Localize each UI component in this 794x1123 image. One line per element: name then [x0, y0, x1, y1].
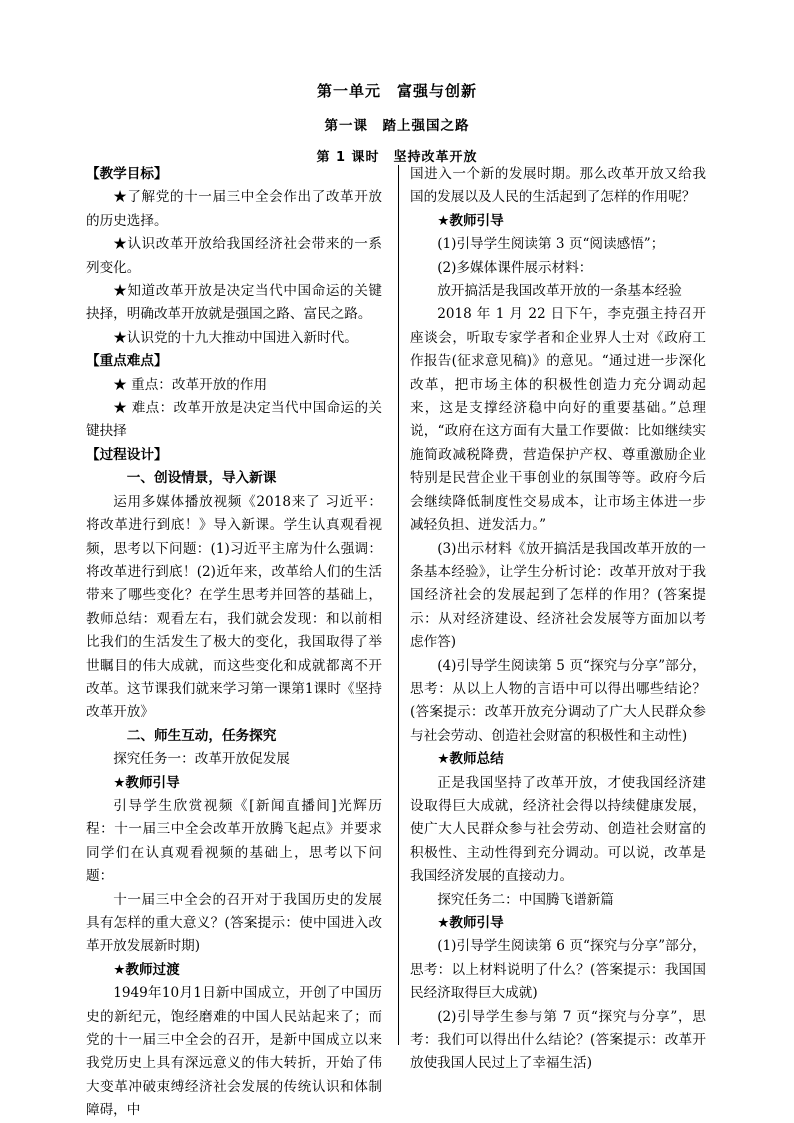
paragraph: (4)引导学生阅读第 5 页“探究与分享”部分，思考：从以上人物的言语中可以得出哪些结论？(答案提示：改革开放充分调动了广大人民群众参与社会劳动、创造社会财富的积极性和主动性)	[410, 657, 706, 744]
paragraph: 国进入一个新的发展时期。那么改革开放又给我国的发展以及人民的生活起到了怎样的作用呢？	[410, 166, 706, 206]
paragraph: ★ 难点：改革开放是决定当代中国命运的关键抉择	[86, 400, 382, 440]
paragraph: (1)引导学生阅读第 3 页“阅读感悟”；	[437, 236, 665, 253]
paragraph: ★认识党的十九大推动中国进入新时代。	[113, 329, 358, 346]
section-heading-objectives: 【教学目标】	[86, 166, 168, 182]
paragraph: 探究任务一：改革开放促发展	[113, 751, 290, 768]
column-divider	[398, 165, 399, 1045]
teacher-note: ★教师过渡	[113, 961, 180, 978]
right-column	[410, 163, 706, 1076]
paragraph: (2)引导学生参与第 7 页“探究与分享”，思考：我们可以得出什么结论？(答案提示：改革开放使我国人民过上了幸福生活)	[410, 1008, 706, 1072]
section-heading-process: 【过程设计】	[86, 446, 168, 463]
paragraph: 1949年10月1日新中国成立，开创了中国历史的新纪元，饱经磨难的中国人民站起来了；而党的十一届三中全会的召开，是新中国成立以来我党历史上具有深远意义的伟大转折，开始了伟大变革冲破束缚经济社会发展的传统认识和体制障碍，中	[86, 985, 382, 1119]
paragraph: 2018 年 1 月 22 日下午，李克强主持召开座谈会，听取专家学者和企业界人士对《政府工作报告(征求意见稿)》的意见。“通过进一步深化改革，把市场主体的积极性创造力充分调动起来，这是支撑经济稳中向好的重要基础。”总理说，“政府在这方面有大量工作要做：比如继续实施简政减税降费，营造保护产权、尊重激励企业特别是民营企业干事创业的氛围等等。政府今后会继续降低制度性交易成本，让市场主体进一步减轻负担、迸发活力。”	[410, 306, 706, 534]
paragraph: ★认识改革开放给我国经济社会带来的一系列变化。	[86, 236, 382, 276]
paragraph: (3)出示材料《放开搞活是我国改革开放的一条基本经验》，让学生分析讨论：改革开放对于我国经济社会的发展起到了怎样的作用？(答案提示：从对经济建设、经济社会发展等方面加以考虑作答)	[410, 540, 706, 651]
paragraph: ★ 重点：改革开放的作用	[113, 376, 268, 393]
period-title: 第 1 课时 坚持改革开放	[316, 150, 478, 165]
paragraph: ★了解党的十一届三中全会作出了改革开放的历史选择。	[86, 189, 382, 229]
lesson-title: 第一课 踏上强国之路	[324, 118, 470, 134]
paragraph: ★知道改革开放是决定当代中国命运的关键抉择，明确改革开放就是强国之路、富民之路。	[86, 283, 382, 323]
teacher-note: ★教师引导	[437, 212, 504, 229]
left-column	[86, 163, 382, 1123]
paragraph: (2)多媒体课件展示材料：	[437, 259, 593, 276]
paragraph: (1)引导学生阅读第 6 页“探究与分享”部分，思考：以上材料说明了什么？(答案提示：我国国民经济取得巨大成就)	[410, 938, 706, 1002]
material-title: 放开搞活是我国改革开放的一条基本经验	[437, 283, 682, 300]
teacher-note: ★教师引导	[437, 915, 504, 931]
teacher-note: ★教师引导	[113, 774, 180, 791]
paragraph: 运用多媒体播放视频《2018来了 习近平：将改革进行到底！》导入新课。学生认真观看视频，思考以下问题：(1)习近平主席为什么强调：将改革进行到底！(2)近年来，改革给人们的生活带来了哪些变化？在学生思考并回答的基础上，教师总结：观看左右，我们就会发现：和以前相比我们的生活发生了极大的变化，我国取得了举世瞩目的伟大成就，而这些变化和成就都离不开改革。这节课我们就来学习第一课第1课时《坚持改革开放》	[86, 493, 382, 721]
subheading: 一、创设情景，导入新课	[126, 470, 277, 487]
paragraph: 引导学生欣赏视频《[新闻直播间]光辉历程：十一届三中全会改革开放腾飞起点》并要求同学们在认真观看视频的基础上，思考以下问题：	[86, 797, 382, 885]
teacher-note: ★教师总结	[437, 751, 504, 768]
section-heading-key-points: 【重点难点】	[86, 353, 168, 370]
paragraph: 正是我国坚持了改革开放，才使我国经济建设取得巨大成就，经济社会得以持续健康发展，使广大人民群众参与社会劳动、创造社会财富的积极性、主动性得到充分调动。可以说，改革是我国经济发展的直接动力。	[410, 774, 706, 885]
subheading: 二、师生互动，任务探究	[126, 727, 277, 744]
paragraph: 十一届三中全会的召开对于我国历史的发展具有怎样的重大意义？(答案提示：使中国进入改革开放发展新时期)	[86, 891, 382, 955]
unit-title: 第一单元 富强与创新	[316, 82, 477, 100]
subheading: 探究任务二：中国腾飞谱新篇	[437, 891, 614, 908]
